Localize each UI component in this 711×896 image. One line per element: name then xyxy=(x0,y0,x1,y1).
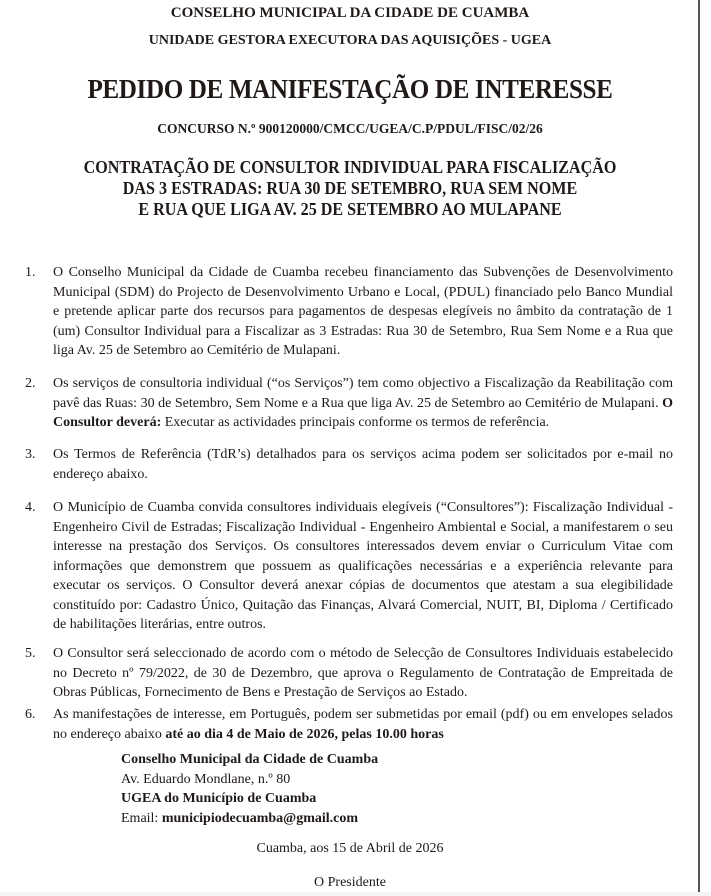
email-link[interactable]: municipiodecuamba@gmail.com xyxy=(161,810,359,826)
list-item-text: O Consultor será seleccionado de acordo com o método de Selecção de Consultores Individuais estabelecido no Decreto nº 79/2022, de 30 de Dezembro, que aprova o Regulamento de Contratação de Empreitada de Obras Públicas, Fornecimento de Bens e Prestação de Serviços ao Estado. xyxy=(53,646,673,700)
signatory: O Presidente xyxy=(314,875,386,890)
subject-line-1: CONTRATAÇÃO DE CONSULTOR INDIVIDUAL PARA FISCALIZAÇÃO xyxy=(83,157,617,177)
tender-reference: CONCURSO N.º 900120000/CMCC/UGEA/C.P/PDUL/FISC/02/26 xyxy=(157,121,543,136)
subject-heading xyxy=(28,157,672,220)
text-segment: Os serviços de consultoria individual (“os Serviços”) tem como objectivo a Fiscalização da Reabilitação com pavê das Ruas: 30 de Setembro, Sem Nome e a Rua que liga Av. 25 de Setembro ao Cemitério de Mulapani. xyxy=(53,376,673,411)
deadline-text: até ao dia 4 de Maio de 2026, pelas 10.00 horas xyxy=(165,726,444,742)
list-item-text: O Conselho Municipal da Cidade de Cuamba recebeu financiamento das Subvenções de Desenvolvimento Municipal (SDM) do Projecto de Desenvolvimento Urbano e Local, (PDUL) financiado pelo Banco Mundial e pretende aplicar parte dos recursos para pagamentos de despesas elegíveis no âmbito da contratação de 1 (um) Consultor Individual para a Fiscalizar as 3 Estradas: Rua 30 de Setembro, Rua Sem Nome e a Rua que liga Av. 25 de Setembro ao Cemitério de Mulapani. xyxy=(53,265,673,358)
list-item-number: 6. xyxy=(25,707,36,722)
list-item-text xyxy=(53,374,673,433)
org-name: CONSELHO MUNICIPAL DA CIDADE DE CUAMBA xyxy=(170,5,530,21)
list-item-number: 4. xyxy=(25,500,36,515)
list-item-number: 2. xyxy=(25,376,36,391)
list-item-text: O Município de Cuamba convida consultores individuais elegíveis (“Consultores”): Fiscalização Individual - Engenheiro Civil de Estradas; Fiscalização Individual - Engenheiro Ambiental e Social, a manifestarem o seu interesse na prestação dos Serviços. Os consultores interessados devem enviar o Curriculum Vitae com informações que demonstrem que possuem as qualificações necessárias e a experiência relevante para executar os serviços. O Consultor deverá anexar cópias de documentos que atestam a sua elegibilidade constituído por: Cadastro Único, Quitação das Finanças, Alvará Comercial, NUIT, BI, Diploma / Certificado de habilitações literárias, entre outros. xyxy=(53,500,673,632)
address-street: Av. Eduardo Mondlane, n.º 80 xyxy=(121,771,291,787)
list-item-number: 3. xyxy=(25,447,36,462)
subject-line-2: DAS 3 ESTRADAS: RUA 30 DE SETEMBRO, RUA SEM NOME xyxy=(122,178,578,198)
address-unit: UGEA do Município de Cuamba xyxy=(121,791,317,806)
page-bottom-edge xyxy=(0,892,711,896)
bold-text-segment: O Consultor deverá: xyxy=(53,395,673,430)
text-segment: As manifestações de interesse, em Português, podem ser submetidas por email (pdf) ou em envelopes selados no endereço abaixo xyxy=(53,707,673,742)
subject-line-3: E RUA QUE LIGA AV. 25 DE SETEMBRO AO MULAPANE xyxy=(138,199,562,219)
list-item-text: Os Termos de Referência (TdR’s) detalhados para os serviços acima podem ser solicitados por e-mail no endereço abaixo. xyxy=(53,447,673,482)
date-line: Cuamba, aos 15 de Abril de 2026 xyxy=(256,841,444,856)
email-label: Email: xyxy=(121,810,162,826)
address-block xyxy=(121,750,378,828)
text-segment: Executar as actividades principais conforme os termos de referência. xyxy=(161,415,550,430)
list-item-number: 5. xyxy=(25,646,36,661)
address-email-line xyxy=(121,809,378,829)
list-item-text xyxy=(53,705,673,744)
address-organization: Conselho Municipal da Cidade de Cuamba xyxy=(121,752,379,767)
page-title: PEDIDO DE MANIFESTAÇÃO DE INTERESSE xyxy=(87,74,613,104)
org-unit: UNIDADE GESTORA EXECUTORA DAS AQUISIÇÕES - UGEA xyxy=(148,33,552,48)
list-item-number: 1. xyxy=(25,265,36,280)
